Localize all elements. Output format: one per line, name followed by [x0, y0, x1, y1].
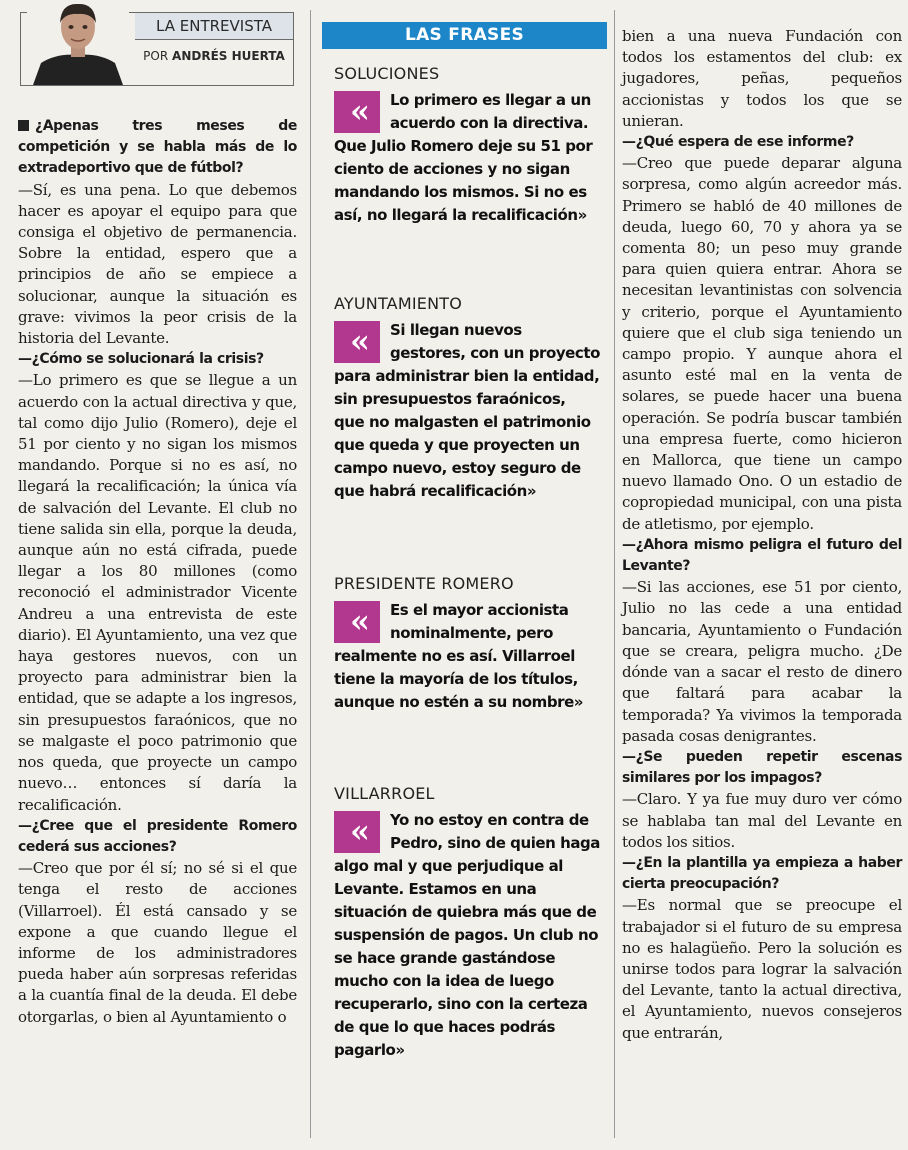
frase-quote-text: Yo no estoy en contra de Pedro, sino de quien haga algo mal y que perjudique al Levante. Estamos en una situación de quiebra más que de suspensión de pagos. Un club no se hace grande gastándose mucho con la idea de luego recuperarlo, sino con la certeza de que lo que haces podrás pagarlo»	[334, 811, 600, 1059]
quote-mark-icon: «	[334, 91, 380, 133]
frase-quote-text: Lo primero es llegar a un acuerdo con la directiva. Que Julio Romero deje su 51 por ciento de acciones y no sigan mandando los mismos. Si no es así, no llegará la recalificación»	[334, 91, 593, 224]
answer: —Creo que puede deparar alguna sorpresa, como algún acreedor más. Primero se habló de 40 millones de deuda, luego 60, 70 y ahora ya se comenta 80; un peso muy grande para quien quiera entrar. Ahora se necesitan levantinistas con solvencia y criterio, porque el Ayuntamiento quiere que el club siga teniendo un campo propio. Y aunque ahora el asunto esté mal en la venta de solares, se puede hacer una buena operación. Se podría buscar también una empresa fuerte, como hicieron en Mallorca, que tiene un campo nuevo llamado Ono. O un estadio de copropiedad municipal, con una pista de atletismo, por ejemplo.	[622, 154, 902, 533]
question-text: ¿Apenas tres meses de competición y se habla más de lo extradeportivo que de fútbol?	[18, 118, 297, 177]
byline-prefix: POR	[143, 49, 169, 63]
answer: —Claro. Y ya fue muy duro ver cómo se hablaba tan mal del Levante en todos los sitios.	[622, 790, 902, 851]
frase-topic: SOLUCIONES	[334, 64, 440, 83]
question: —¿En la plantilla ya empieza a haber cierta preocupación?	[622, 854, 902, 893]
answer: —Sí, es una pena. Lo que debemos hacer es apoyar el equipo para que consiga el objetivo de permanencia. Sobre la entidad, espero que a principios de año se empiece a solucionar, aunque la situación es grave: vivimos la peor crisis de la historia del Levante.	[18, 180, 297, 348]
frase-block	[334, 293, 600, 503]
question: —¿Se pueden repetir escenas similares por los impagos?	[622, 748, 902, 787]
answer: bien a una nueva Fundación con todos los estamentos del club: ex jugadores, peñas, pequeños accionistas y todos los que se unieran.	[622, 27, 902, 130]
question	[18, 116, 297, 180]
section-label: LA ENTREVISTA	[135, 13, 293, 40]
byline-box	[20, 12, 294, 86]
bullet-icon	[18, 120, 29, 131]
question: —¿Cree que el presidente Romero cederá sus acciones?	[18, 817, 297, 855]
answer: —Si las acciones, ese 51 por ciento, Julio no las cede a una entidad bancaria, Ayuntamiento o Fundación que se creara, peligra mucho. ¿De dónde van a sacar el resto de dinero que faltará para acabar la temporada? Ya vivimos la temporada pasada cosas denigrantes.	[622, 578, 902, 745]
interview-text	[622, 26, 902, 1044]
frase-block	[334, 783, 600, 1062]
quote-mark-icon: «	[334, 321, 380, 363]
frase-topic: PRESIDENTE ROMERO	[334, 574, 514, 593]
answer: —Es normal que se preocupe el trabajador si el futuro de su empresa no es halagüeño. Pero la solución es unirse todos para lograr la salvación del Levante, tanto la actual directiva, el Ayuntamiento, nuevos consejeros que entrarán,	[622, 896, 902, 1042]
author-photo	[27, 3, 129, 85]
author-byline	[135, 49, 293, 63]
frase-topic: VILLARROEL	[334, 784, 435, 803]
interview-text	[18, 116, 297, 1028]
frase-block	[334, 573, 600, 714]
answer: —Lo primero es que se llegue a un acuerdo con la actual directiva y que, tal como dijo Julio (Romero), deje el 51 por ciento y no sigan los mismos mandando. Porque si no es así, no llegará la recalificación; la única vía de salvación del Levante. El club no tiene salida sin ella, porque la deuda, aunque aún no está cifrada, puede llegar a los 80 millones (como reconoció el administrador Vicente Andreu a una entrevista de este diario). El Ayuntamiento, una vez que haya gestores nuevos, con un proyecto para administrar bien la entidad, que se adapte a los ingresos, sin presupuestos faraónicos, que no se malgaste el poco patrimonio que nos queda, que proyecte un campo nuevo… entonces sí daría la recalificación.	[18, 371, 297, 814]
column-rule	[310, 10, 311, 1138]
frase-quote-text: Es el mayor accionista nominalmente, pero realmente no es así. Villarroel tiene la mayoría de los títulos, aunque no estén a su nombre»	[334, 601, 584, 711]
frase-topic: AYUNTAMIENTO	[334, 294, 463, 313]
quote-mark-icon: «	[334, 811, 380, 853]
frase-quote-text: Si llegan nuevos gestores, con un proyecto para administrar bien la entidad, sin presupuestos faraónicos, que no malgasten el patrimonio que queda y que proyecten un campo nuevo, estoy seguro de que habrá recalificación»	[334, 321, 600, 500]
frase-quote	[334, 89, 600, 227]
question: —¿Cómo se solucionará la crisis?	[18, 351, 264, 368]
frases-heading: LAS FRASES	[322, 22, 607, 49]
answer: —Creo que por él sí; no sé si el que tenga el resto de acciones (Villarroel). Él está cansado y se expone a que cuando llegue el informe de los administradores pueda haber aún sorpresas referidas a la cuantía final de la deuda. El debe otorgarlas, o bien al Ayuntamiento o	[18, 859, 297, 1026]
quote-mark-icon: «	[334, 601, 380, 643]
question: —¿Qué espera de ese informe?	[622, 134, 854, 151]
frase-quote	[334, 599, 600, 714]
author-name: ANDRÉS HUERTA	[172, 49, 285, 63]
frase-quote	[334, 809, 600, 1062]
frase-quote	[334, 319, 600, 503]
frase-block	[334, 63, 600, 227]
column-rule	[614, 10, 615, 1138]
question: —¿Ahora mismo peligra el futuro del Levante?	[622, 536, 902, 575]
